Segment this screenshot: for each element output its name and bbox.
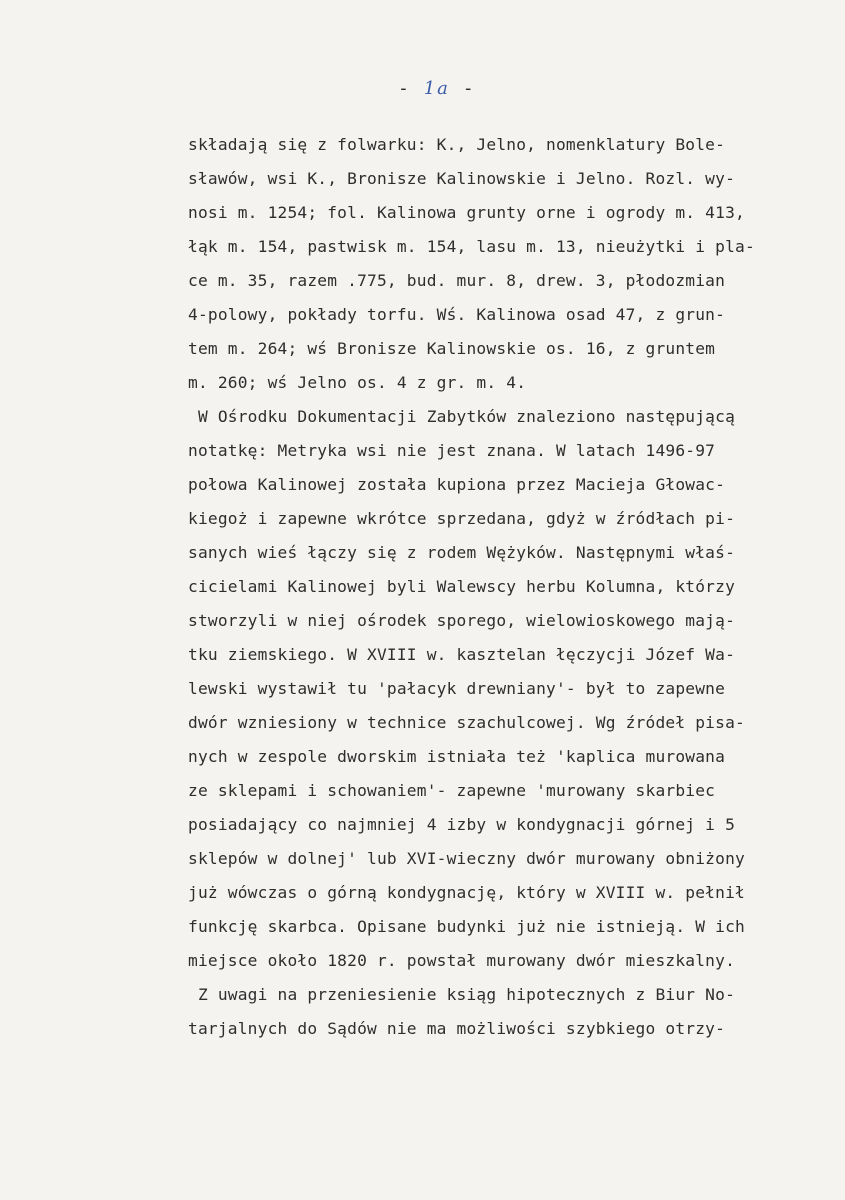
text-line: W Ośrodku Dokumentacji Zabytków znaleziono następującą xyxy=(188,407,736,426)
text-line: Z uwagi na przeniesienie ksiąg hipotecznych z Biur No- xyxy=(188,985,736,1004)
page-number-dash-right: - xyxy=(449,78,476,99)
text-line: sławów, wsi K., Bronisze Kalinowskie i Jelno. Rozl. wy- xyxy=(188,169,736,188)
page-number xyxy=(398,78,476,99)
text-line: połowa Kalinowej została kupiona przez Macieja Głowac- xyxy=(188,475,726,494)
typewritten-text xyxy=(188,128,798,1046)
text-line: kiegoż i zapewne wkrótce sprzedana, gdyż w źródłach pi- xyxy=(188,509,736,528)
text-line: m. 260; wś Jelno os. 4 z gr. m. 4. xyxy=(188,373,527,392)
text-line: tem m. 264; wś Bronisze Kalinowskie os. 16, z gruntem xyxy=(188,339,716,358)
text-line: sanych wieś łączy się z rodem Wężyków. Następnymi właś- xyxy=(188,543,736,562)
text-line: łąk m. 154, pastwisk m. 154, lasu m. 13, nieużytki i pla- xyxy=(188,237,755,256)
text-line: ze sklepami i schowaniem'- zapewne 'murowany skarbiec xyxy=(188,781,716,800)
page-number-handwritten: 1a xyxy=(423,78,450,99)
text-line: nych w zespole dworskim istniała też 'kaplica murowana xyxy=(188,747,726,766)
text-line: miejsce około 1820 r. powstał murowany dwór mieszkalny. xyxy=(188,951,736,970)
text-line: nosi m. 1254; fol. Kalinowa grunty orne i ogrody m. 413, xyxy=(188,203,745,222)
text-line: lewski wystawił tu 'pałacyk drewniany'- był to zapewne xyxy=(188,679,726,698)
text-line: stworzyli w niej ośrodek sporego, wielowioskowego mają- xyxy=(188,611,736,630)
text-line: cicielami Kalinowej byli Walewscy herbu Kolumna, którzy xyxy=(188,577,736,596)
text-line: 4-polowy, pokłady torfu. Wś. Kalinowa osad 47, z grun- xyxy=(188,305,726,324)
text-line: składają się z folwarku: K., Jelno, nomenklatury Bole- xyxy=(188,135,726,154)
text-line: tarjalnych do Sądów nie ma możliwości szybkiego otrzy- xyxy=(188,1019,726,1038)
text-line: sklepów w dolnej' lub XVI-wieczny dwór murowany obniżony xyxy=(188,849,745,868)
text-line: notatkę: Metryka wsi nie jest znana. W latach 1496-97 xyxy=(188,441,716,460)
text-line: dwór wzniesiony w technice szachulcowej. Wg źródeł pisa- xyxy=(188,713,745,732)
text-line: tku ziemskiego. W XVIII w. kasztelan łęczycji Józef Wa- xyxy=(188,645,736,664)
text-line: posiadający co najmniej 4 izby w kondygnacji górnej i 5 xyxy=(188,815,736,834)
text-line: ce m. 35, razem .775, bud. mur. 8, drew. 3, płodozmian xyxy=(188,271,726,290)
text-line: funkcję skarbca. Opisane budynki już nie istnieją. W ich xyxy=(188,917,745,936)
page-number-dash-left: - xyxy=(398,78,424,99)
text-line: już wówczas o górną kondygnację, który w XVIII w. pełnił xyxy=(188,883,745,902)
